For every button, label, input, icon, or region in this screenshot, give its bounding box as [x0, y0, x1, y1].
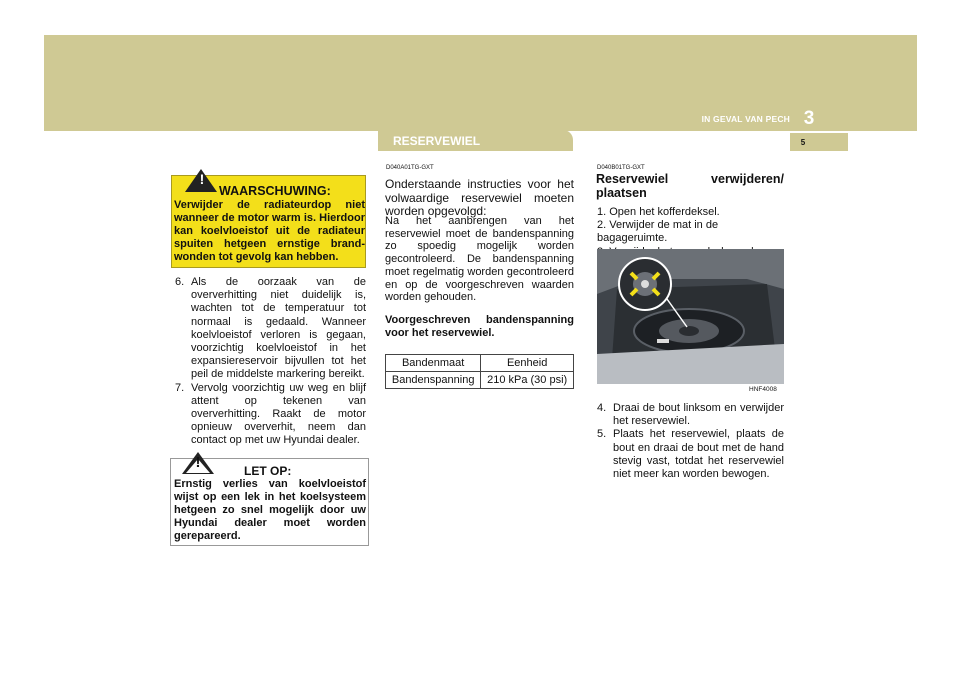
list-item: 2. Verwijder de mat in de bagageruimte. [597, 219, 719, 245]
list-item [175, 382, 366, 448]
list-item: 1. Open het kofferdeksel. [597, 206, 720, 218]
table-header-cell: Eenheid [481, 355, 574, 372]
spare-wheel-photo [597, 249, 784, 384]
section-code: D040B01TG-GXT [597, 165, 645, 171]
subheading: Voorgeschreven bandenspanning voor het reservewiel. [385, 314, 574, 339]
list-item-number: 5. [597, 428, 607, 441]
list-item-number: 4. [597, 402, 607, 414]
heading: Reservewiel verwijderen/ plaatsen [596, 172, 784, 200]
figure-code: HNF4008 [749, 386, 777, 393]
table-header-row [386, 355, 574, 372]
table-cell: 210 kPa (30 psi) [481, 372, 574, 389]
exclamation-icon: ! [199, 171, 205, 187]
chapter-number: 3 [803, 108, 815, 129]
list-item-text: Vervolg voorzichtig uw weg en blijf attent op tekenen van oververhitting. Raakt de motor opnieuw oververhit, neem dan contact op met uw Hyundai dealer. [191, 381, 366, 447]
warning-text: Verwijder de radiateurdop niet wanneer de motor warm is. Hierdoor kan koelvloeistof uit de radiateur spuiten hetgeen ernstige brand-wonden tot gevolg kan hebben. [174, 199, 365, 263]
list-item-text: Plaats het reservewiel, plaats de bout en draai de bout met de hand stevig vast, totdat het reservewiel niet meer kan worden bewogen. [613, 428, 784, 481]
section-title: RESERVEWIEL [393, 134, 481, 148]
chapter-title: IN GEVAL VAN PECH [701, 114, 790, 124]
page-number: 5 [800, 138, 806, 147]
list-item-number: 7. [175, 381, 185, 394]
list-item-number: 6. [175, 276, 185, 288]
exclamation-icon: ! [195, 454, 201, 471]
list-item [175, 276, 366, 382]
table-row [386, 372, 574, 389]
overheat-list [175, 276, 366, 448]
list-item [597, 402, 784, 428]
section-code: D040A01TG-GXT [386, 165, 434, 171]
list-item-text: Als de oorzaak van de oververhitting niet duidelijk is, wachten tot de temperatuur tot normaal is gedaald. Wanneer koelvloeistof verloren is gegaan, voorzichtig koelvloeistof in het expansiereservoir bijvullen tot het peil de middelste markering bereikt. [191, 276, 366, 381]
table-header-cell: Bandenmaat [386, 355, 481, 372]
list-item-text: Draai de bout linksom en verwijder het reservewiel. [613, 402, 784, 428]
intro-text: Onderstaande instructies voor het volwaardige reservewiel moeten worden opgevolgd: [385, 177, 574, 218]
steps-after-list [597, 402, 784, 481]
caution-title: LET OP: [244, 464, 292, 478]
tire-pressure-table [385, 354, 574, 389]
table-cell: Bandenspanning [386, 372, 481, 389]
warning-title: WAARSCHUWING: [219, 184, 331, 198]
body-text: Na het aanbrengen van het reservewiel moet de bandenspanning zo spoedig mogelijk worden gecontroleerd. De bandenspanning moet regelmatig worden gecontroleerd en op de voorgeschreven waarden worden gehouden. [385, 215, 574, 304]
list-item [597, 428, 784, 481]
caution-text: Ernstig verlies van koelvloeistof wijst op een lek in het koelsysteem hetgeen zo snel mogelijk door uw Hyundai dealer moet worden gerepareerd. [174, 478, 366, 542]
